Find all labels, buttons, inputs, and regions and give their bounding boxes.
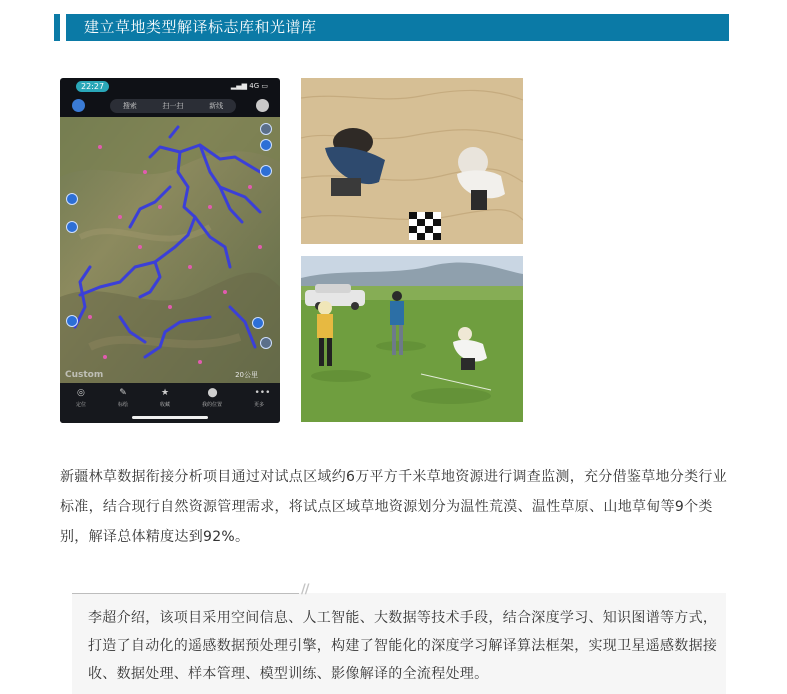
nav-item-favorites: [160, 389, 170, 408]
battery-icon: ▭: [261, 82, 268, 90]
section-title: 建立草地类型解译标志库和光谱库: [84, 18, 317, 36]
map-watermark: Custom: [65, 370, 104, 380]
layers-button-icon: [260, 123, 272, 135]
desert-survey-photo: [301, 78, 523, 244]
nav-item-more: [253, 388, 271, 408]
phone-status-bar: [60, 78, 280, 94]
map-image: [60, 117, 280, 383]
status-network: [231, 81, 268, 92]
pencil-icon: ✎: [119, 388, 127, 398]
nav-label: 收藏: [159, 402, 170, 408]
home-indicator: [132, 416, 208, 419]
zoom-icon: [260, 337, 272, 349]
nav-item-draw: [118, 389, 128, 408]
nav-label: 我的位置: [201, 402, 222, 408]
app-bar: [60, 95, 280, 117]
calibration-board: [409, 212, 441, 240]
map-marker-icon: [66, 193, 78, 205]
title-accent: [60, 14, 66, 41]
map-marker-icon: [66, 315, 78, 327]
quote-text: 李超介绍，该项目采用空间信息、人工智能、大数据等技术手段，结合深度学习、知识图谱等方式，打造了自动化的遥感数据预处理引擎，构建了智能化的深度学习解译算法框架，实现卫星遥感数据接收、数据处理、样本管理、模型训练、影像解译的全流程处理。: [88, 610, 718, 682]
nav-label: 定位: [75, 402, 86, 408]
pin-icon: ⬤: [207, 388, 218, 398]
grassland-photo-image: [301, 256, 523, 422]
app-tab-search: 搜索: [122, 102, 137, 110]
satellite-map: [60, 117, 280, 383]
network-label: 4G: [249, 82, 260, 90]
quote-divider: [72, 593, 299, 594]
nav-label: 标绘: [117, 402, 128, 408]
body-paragraph: 新疆林草数据衔接分析项目通过对试点区域约6万平方千米草地资源进行调查监测，充分借鉴草地分类行业标准，结合现行自然资源管理需求，将试点区域草地资源划分为温性荒漠、温性草原、山地草甸等9个类别，解译总体精度达到92%。: [60, 469, 728, 545]
map-tool-icon: [260, 165, 272, 177]
user-icon: [256, 99, 269, 112]
compass-icon: [252, 317, 264, 329]
quote-mark-icon: //: [301, 582, 309, 597]
locate-icon: ◎: [77, 388, 85, 398]
star-icon: ★: [160, 388, 170, 398]
map-scale: 20公里: [235, 371, 258, 379]
grassland-survey-photo: [301, 256, 523, 422]
status-time: 22:27: [76, 81, 109, 92]
app-tab-scan: 扫一扫: [162, 102, 184, 110]
map-tool-icon: [260, 139, 272, 151]
signal-icon: ▂▄▆: [230, 82, 248, 90]
desert-photo-image: [301, 78, 523, 244]
more-icon: •••: [254, 388, 271, 398]
section-title-bar: [60, 14, 729, 41]
nav-item-locate: [76, 389, 86, 408]
map-marker-icon: [66, 221, 78, 233]
app-tab-route: 新线: [209, 102, 224, 110]
nav-label: 更多: [253, 402, 264, 408]
avatar-icon: [72, 99, 85, 112]
nav-item-my-location: [202, 389, 222, 408]
app-tabs: [110, 99, 236, 113]
phone-map-screenshot: [60, 78, 280, 423]
